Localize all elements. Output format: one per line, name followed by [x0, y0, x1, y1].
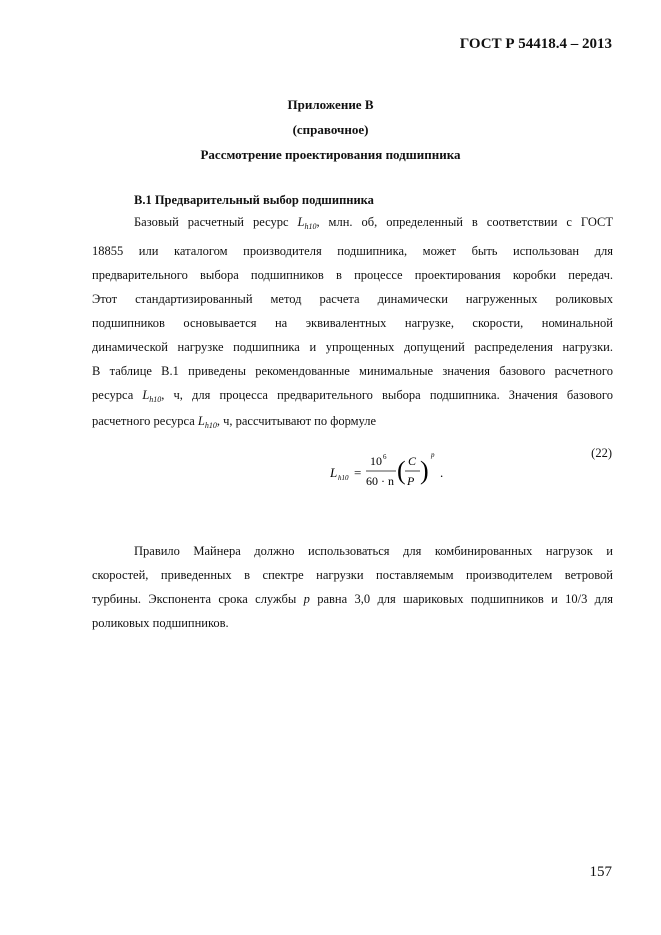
text-fragment: , ч, рассчитывают по формуле — [216, 414, 377, 428]
right-paren: ) — [420, 456, 429, 485]
paragraph-line: роликовых подшипников. — [92, 616, 229, 630]
formula-exponent: p — [431, 452, 435, 459]
formula-equals: = — [354, 465, 362, 480]
text-fragment: , млн. об, определенный в соответствии с ГОСТ — [316, 215, 613, 229]
appendix-heading: Рассмотрение проектирования подшипника — [200, 147, 461, 162]
formula-numerator-exponent: 6 — [383, 453, 387, 461]
paragraph-line — [92, 413, 613, 431]
formula-number: (22) — [591, 446, 612, 460]
text-fragment: ресурса — [92, 388, 134, 402]
text-fragment: турбины. Экспонента срока службы — [92, 592, 297, 606]
paragraph-line: 18855 или каталогом производителя подшипника, может быть использован для — [92, 244, 613, 258]
section-title: В.1 Предварительный выбор подшипника — [134, 193, 374, 207]
document-id: ГОСТ Р 54418.4 – 2013 — [459, 36, 612, 52]
appendix-kind: (справочное) — [292, 122, 369, 137]
left-paren: ( — [397, 456, 406, 485]
paragraph-line — [134, 214, 613, 232]
paragraph-line: предварительного выбора подшипников в процессе проектирования коробки передач. — [92, 268, 613, 282]
paragraph-line: Этот стандартизированный метод расчета динамически нагруженных роликовых — [92, 292, 613, 306]
formula-p: P — [407, 474, 415, 488]
paragraph-line: подшипников основывается на эквивалентных нагрузке, скорости, номинальной — [92, 316, 613, 330]
symbol-l-h10: $L_{h10}$ — [142, 388, 162, 404]
formula-lhs: L — [330, 465, 338, 480]
formula-numerator: 10 — [370, 454, 382, 468]
text-fragment: , ч, для процесса предварительного выбора подшипника. Значения базового — [161, 388, 613, 402]
formula-period: . — [440, 465, 444, 480]
paragraph-line: скоростей, приведенных в спектре нагрузки поставляемым производителем ветровой — [92, 568, 613, 582]
paragraph-line: Правило Майнера должно использоваться для комбинированных нагрузок и — [134, 544, 613, 558]
symbol-l-h10: $L_{h10}$ — [197, 414, 217, 430]
text-fragment: равна 3,0 для шариковых подшипников и 10/3 для — [317, 592, 614, 606]
text-fragment: расчетного ресурса — [92, 414, 195, 428]
variable-p: p — [303, 592, 310, 606]
page-number: 157 — [589, 864, 612, 880]
formula-lhs-subscript: h10 — [338, 474, 349, 482]
paragraph-line — [92, 387, 613, 405]
text-fragment: Базовый расчетный ресурс — [134, 215, 289, 229]
paragraph-line — [92, 591, 613, 607]
formula-denominator: 60 · n — [366, 474, 394, 488]
appendix-title: Приложение В — [287, 97, 374, 112]
formula-c: C — [408, 454, 417, 468]
formula-22 — [330, 452, 470, 492]
paragraph-line: динамической нагрузке подшипника и упрощенных допущений распределения нагрузки. — [92, 340, 613, 354]
paragraph-line: В таблице В.1 приведены рекомендованные минимальные значения базового расчетного — [92, 364, 613, 378]
symbol-l-h10: $L_{h10}$ — [297, 215, 317, 231]
